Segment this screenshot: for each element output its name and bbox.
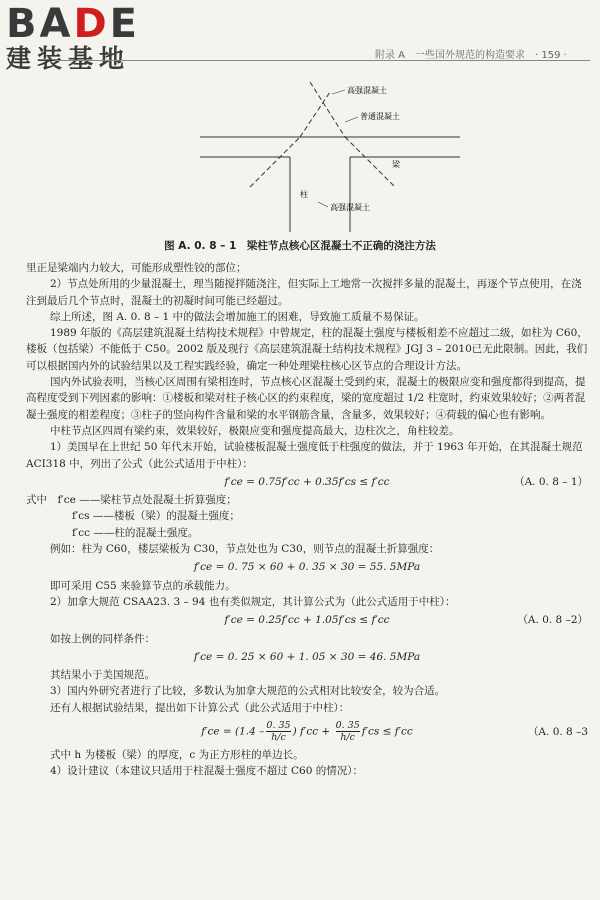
pour-line xyxy=(310,82,345,137)
paragraph: 其结果小于美国规范。 xyxy=(50,669,155,682)
calculation-1: f′ce = 0. 75 × 60 + 0. 35 × 30 = 55. 5MPa xyxy=(193,561,421,574)
paragraph: 2）节点处所用的少量混凝土，理当随搅拌随浇注，但实际上工地常一次搅拌多量的混凝土，再逐个节点使用，在浇注到最后几个节点时，混凝土的初凝时间可能已经超过。 xyxy=(26,278,582,307)
equation-number: （A. 0. 8 –3 xyxy=(527,726,588,739)
paragraph: 中柱节点区四周有梁约束，效果较好，极限应变和强度提高最大，边柱次之，角柱较差。 xyxy=(50,424,460,437)
definition: f′cs ——楼板（梁）的混凝土强度； xyxy=(72,510,240,523)
logo-text: BADE xyxy=(6,1,140,47)
pour-line xyxy=(345,137,395,187)
equation-number: （A. 0. 8 – 1） xyxy=(514,475,588,488)
figure-caption: 图 A. 0. 8 – 1 梁柱节点核心区混凝土不正确的浇注方法 xyxy=(164,240,436,252)
label-high-grade-top: 高强混凝土 xyxy=(347,86,387,95)
paragraph: 里正是梁端内力较大，可能形成塑性铰的部位； xyxy=(26,262,247,274)
paragraph: 4）设计建议（本建议只适用于柱混凝土强度不超过 C60 的情况）： xyxy=(50,765,363,778)
leader-line xyxy=(332,90,345,94)
label-high-grade-bottom: 高强混凝土 xyxy=(330,203,370,212)
paragraph: 式中 h 为楼板（梁）的厚度，c 为正方形柱的单边长。 xyxy=(50,749,304,762)
calculation-2: f′ce = 0. 25 × 60 + 1. 05 × 30 = 46. 5MPa xyxy=(193,650,421,663)
equation-number: （A. 0. 8 –2） xyxy=(517,614,588,627)
label-beam: 梁 xyxy=(392,160,400,169)
paragraph: 例如：柱为 C60，楼层梁板为 C30，节点处也为 C30，则节点的混凝土折算强度： xyxy=(50,543,440,556)
equation-3: f′ce = (1.4 – $\frac{0. 35}{h/c}$ ) f′cc + $\frac{0. 35}{h/c}$ f′cs ≤ f′cc （A. 0. 8 –3 xyxy=(201,720,588,744)
paragraph: 3）国内外研究者进行了比较，多数认为加拿大规范的公式相对比较安全，较为合适。 xyxy=(50,685,446,698)
label-normal-concrete: 普通混凝土 xyxy=(360,112,400,121)
pour-line xyxy=(250,137,300,187)
leader-line xyxy=(318,202,328,207)
paragraph: 1989 年版的《高层建筑混凝土结构技术规程》中曾规定，柱的混凝土强度与楼板相差不应超过二级，如柱为 C60，楼板（包括梁）不能低于 C50。2002 版及现行《高层建筑混凝土结构技术规程》JGJ 3 – 2010已无此限制。因此，我们可以根据国内外的试验结果以及工程实践经验，确定一种处理梁柱核心区节点的合理设计方法。 xyxy=(26,327,588,372)
paragraph: 1）美国早在上世纪 50 年代末开始，试验楼板混凝土强度低于柱强度的做法，并于 1963 年开始，在其混凝土规范 ACI318 中，列出了公式（此公式适用于中柱）： xyxy=(26,441,583,470)
equation-1: f′ce = 0.75f′cc + 0.35f′cs ≤ f′cc （A. 0. 8 – 1） xyxy=(26,474,588,490)
paragraph: 综上所述，图 A. 0. 8 – 1 中的做法会增加施工的困难，导致施工质量不易保证。 xyxy=(50,310,425,323)
paragraph: 2）加拿大规范 CSAA23. 3 – 94 也有类似规定，其计算公式为（此公式适用于中柱）： xyxy=(50,595,456,608)
joint-diagram xyxy=(200,82,460,232)
leader-line xyxy=(345,117,358,122)
pour-line xyxy=(300,92,330,137)
definition: f′cc ——柱的混凝土强度。 xyxy=(72,526,199,539)
running-head: 附录 A 一些国外规范的构造要求 · 159 · xyxy=(375,50,567,61)
paragraph: 还有人根据试验结果，提出如下计算公式（此公式适用于中柱）： xyxy=(50,701,350,714)
paragraph: 如按上例的同样条件： xyxy=(50,632,155,645)
brand-logo xyxy=(6,1,176,74)
label-column: 柱 xyxy=(300,190,308,199)
body-text xyxy=(26,260,588,780)
definitions-lead: 式中 f′ce ——梁柱节点处混凝土折算强度； xyxy=(26,494,237,507)
header-rule xyxy=(55,60,590,61)
paragraph: 国内外试验表明，当核心区周围有梁相连时，节点核心区混凝土受到约束，混凝土的极限应变和强度都得到提高，提高程度受到下列因素的影响：①楼板和梁对柱子核心区的约束程度，梁的宽度超过 1/2 柱宽时，约束效果较好；②两者混凝土强度的相差程度；③柱子的竖向构件含量和梁的水平钢筋含量，含量多，效果较好；④荷载的偏心也有影响。 xyxy=(26,376,586,421)
paragraph: 即可采用 C55 来验算节点的承载能力。 xyxy=(50,579,236,592)
logo-subtitle: 建装基地 xyxy=(6,44,131,73)
equation-2: f′ce = 0.25f′cc + 1.05f′cs ≤ f′cc （A. 0. 8 –2） xyxy=(26,612,588,628)
